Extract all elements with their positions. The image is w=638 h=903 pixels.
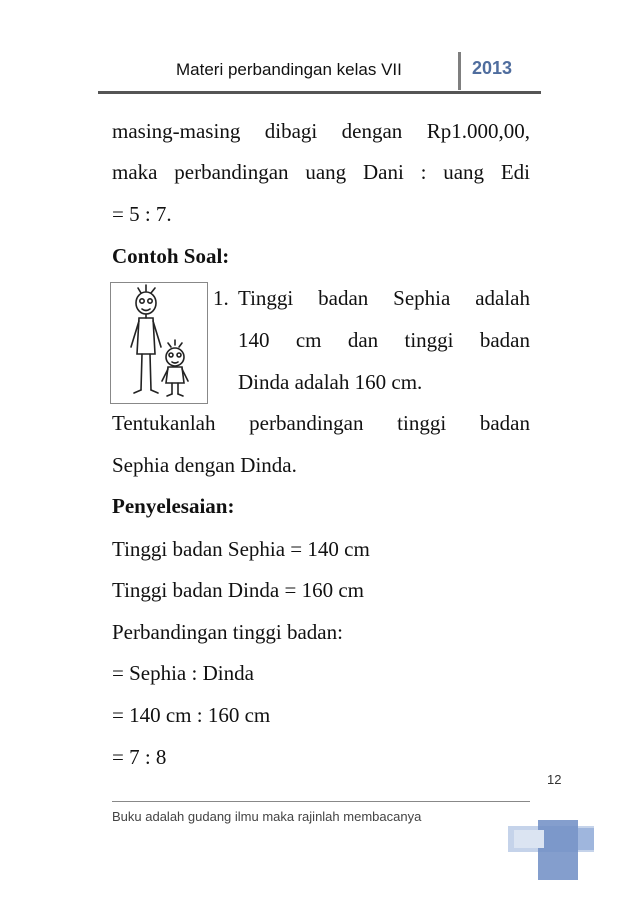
solution-line-2: Tinggi badan Dinda = 160 cm — [112, 578, 364, 602]
children-drawing-icon — [111, 283, 207, 403]
header-rule — [98, 91, 541, 94]
question-line-2: Sephia dengan Dinda. — [112, 453, 297, 477]
solution-line-6: = 7 : 8 — [112, 745, 167, 769]
footer-rule — [112, 801, 530, 802]
footer-motto: Buku adalah gudang ilmu maka rajinlah membacanya — [112, 809, 422, 824]
height-comparison-illustration — [110, 282, 208, 404]
example-heading: Contoh Soal: — [112, 244, 230, 268]
problem-number: 1. — [213, 286, 229, 310]
page-number: 12 — [547, 772, 562, 787]
footer-decoration-icon — [508, 816, 598, 882]
solution-line-1: Tinggi badan Sephia = 140 cm — [112, 537, 370, 561]
solution-line-5: = 140 cm : 160 cm — [112, 703, 271, 727]
problem-line-3: Dinda adalah 160 cm. — [238, 370, 423, 394]
intro-line-2: maka perbandingan uang Dani : uang Edi — [112, 160, 530, 184]
problem-line-1: Tinggi badan Sephia adalah — [238, 286, 530, 310]
problem-line-2: 140 cm dan tinggi badan — [238, 328, 530, 352]
intro-line-1: masing-masing dibagi dengan Rp1.000,00, — [112, 119, 530, 143]
solution-heading: Penyelesaian: — [112, 494, 235, 518]
question-line-1: Tentukanlah perbandingan tinggi badan — [112, 411, 530, 435]
solution-line-3: Perbandingan tinggi badan: — [112, 620, 343, 644]
header-separator — [458, 52, 461, 90]
header-title: Materi perbandingan kelas VII — [176, 60, 402, 79]
solution-line-4: = Sephia : Dinda — [112, 661, 254, 685]
intro-line-3: = 5 : 7. — [112, 202, 172, 226]
header-year: 2013 — [472, 58, 513, 78]
